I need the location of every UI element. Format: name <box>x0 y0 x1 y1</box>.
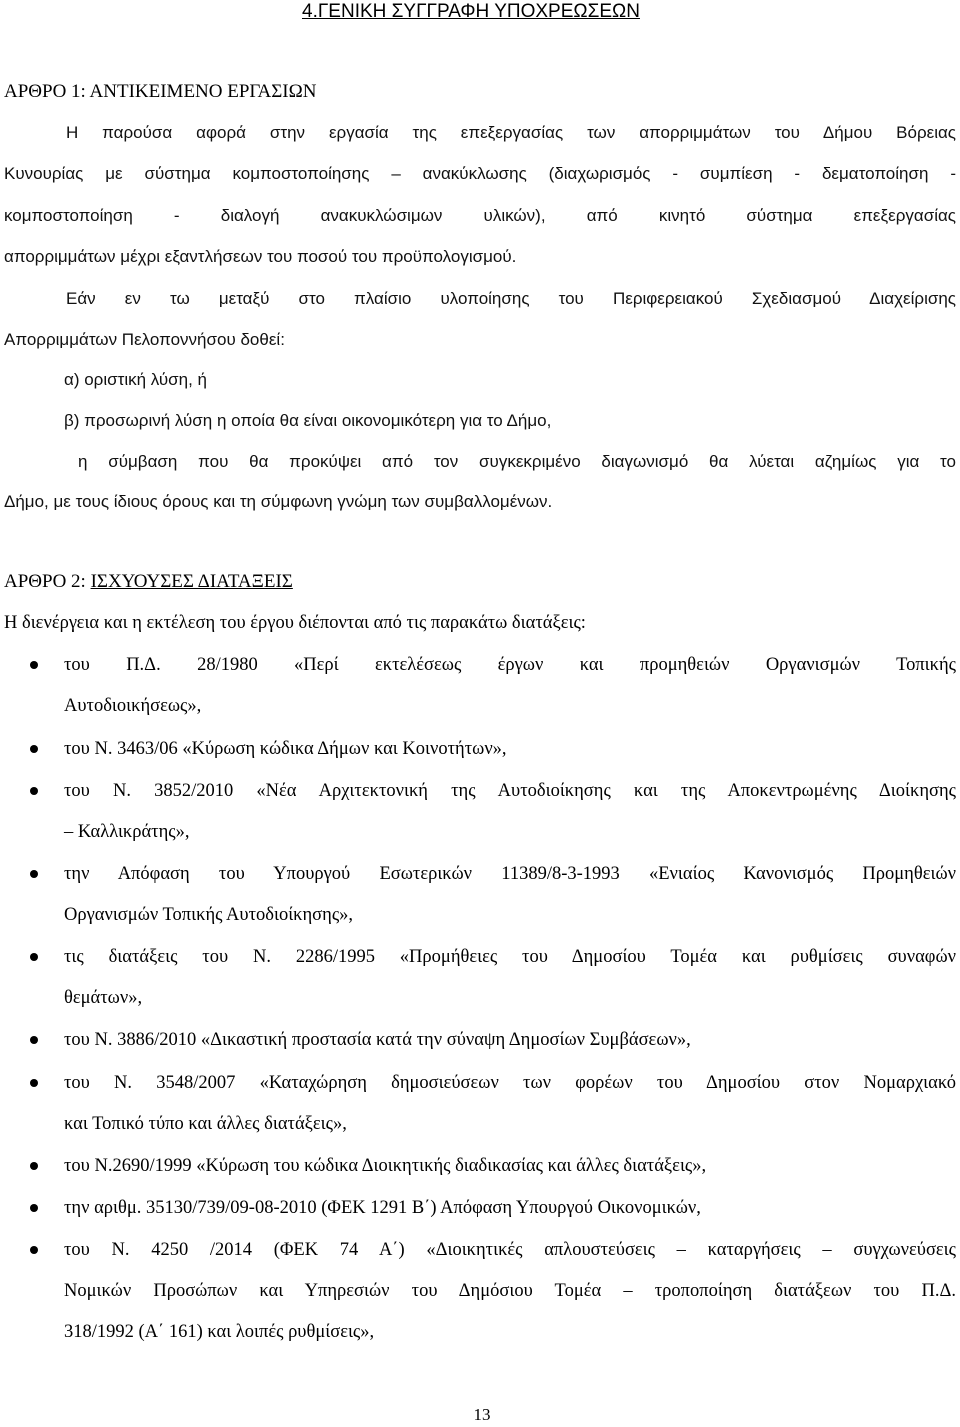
list-item-line: του Ν. 4250 /2014 (ΦΕΚ 74 Α΄) «Διοικητικές απλουστεύσεις – καταργήσεις – συγχωνεύσεις <box>64 1240 956 1260</box>
article-1-line: κομποστοποίηση - διαλογή ανακυκλώσιμων υλικών), από κινητό σύστημα επεξεργασίας <box>4 206 956 225</box>
list-item-line: του Ν. 3852/2010 «Νέα Αρχιτεκτονική της Αυτοδιοίκησης και της Αποκεντρωμένης Διοίκησης <box>64 781 956 801</box>
article-1-line: Η παρούσα αφορά στην εργασία της επεξεργασίας των απορριμμάτων του Δήμου Βόρειας <box>66 123 956 142</box>
bullet-icon <box>30 870 38 878</box>
bullet-icon <box>30 1246 38 1254</box>
bullet-icon <box>30 787 38 795</box>
article-2-heading-prefix: ΑΡΘΡΟ 2: <box>4 571 91 592</box>
list-item-line: Νομικών Προσώπων και Υπηρεσιών του Δημόσιου Τομέα – τροποποίηση διατάξεων του Π.Δ. <box>64 1281 956 1301</box>
article-1-line: Κυνουρίας με σύστημα κομποστοποίησης – ανακύκλωσης (διαχωρισμός - συμπίεση - δεματοποίηση - <box>4 164 956 183</box>
list-item-line: την αριθμ. 35130/739/09-08-2010 (ΦΕΚ 1291 Β΄) Απόφαση Υπουργού Οικονομικών, <box>64 1198 701 1218</box>
list-item-line: 318/1992 (Α΄ 161) και λοιπές ρυθμίσεις», <box>64 1322 375 1342</box>
list-item-line: Οργανισμών Τοπικής Αυτοδιοίκησης», <box>64 905 354 925</box>
bullet-icon <box>30 953 38 961</box>
article-1-heading: ΑΡΘΡΟ 1: ΑΝΤΙΚΕΙΜΕΝΟ ΕΡΓΑΣΙΩΝ <box>4 81 317 102</box>
list-item-line: και Τοπικό τύπο και άλλες διατάξεις», <box>64 1114 347 1134</box>
article-2-heading-title: ΙΣΧΥΟΥΣΕΣ ΔΙΑΤΑΞΕΙΣ <box>90 571 293 592</box>
list-item-line: – Καλλικράτης», <box>64 822 190 842</box>
list-item-line: του Π.Δ. 28/1980 «Περί εκτελέσεως έργων και προμηθειών Οργανισμών Τοπικής <box>64 655 956 675</box>
article-1-line: η σύμβαση που θα προκύψει από τον συγκεκριμένο διαγωνισμό θα λύεται αζημίως για το <box>78 452 956 471</box>
page-number: 13 <box>473 1405 491 1424</box>
section-title: 4.ΓΕΝΙΚΗ ΣΥΓΓΡΑΦΗ ΥΠΟΧΡΕΩΣΕΩΝ <box>302 1 640 22</box>
list-item-line: θεμάτων», <box>64 988 143 1008</box>
article-1-line: απορριμμάτων μέχρι εξαντλήσεων του ποσού του προϋπολογισμού. <box>4 247 517 266</box>
bullet-icon <box>30 1036 38 1044</box>
option-a: α) οριστική λύση, ή <box>64 370 208 389</box>
bullet-icon <box>30 1162 38 1170</box>
bullet-icon <box>30 1079 38 1087</box>
article-2-intro: Η διενέργεια και η εκτέλεση του έργου διέπονται από τις παρακάτω διατάξεις: <box>4 613 586 633</box>
list-item-line: τις διατάξεις του Ν. 2286/1995 «Προμήθειες του Δημοσίου Τομέα και ρυθμίσεις συναφών <box>64 947 956 967</box>
list-item-line: την Απόφαση του Υπουργού Εσωτερικών 11389/8-3-1993 «Ενιαίος Κανονισμός Προμηθειών <box>64 864 956 884</box>
bullet-icon <box>30 745 38 753</box>
list-item-line: του Ν.2690/1999 «Κύρωση του κώδικα Διοικητικής διαδικασίας και άλλες διατάξεις», <box>64 1156 707 1176</box>
bullet-icon <box>30 1204 38 1212</box>
article-2-heading <box>4 570 293 594</box>
article-1-line: Εάν εν τω μεταξύ στο πλαίσιο υλοποίησης του Περιφερειακού Σχεδιασμού Διαχείρισης <box>66 289 956 308</box>
option-b: β) προσωρινή λύση η οποία θα είναι οικονομικότερη για το Δήμο, <box>64 411 552 430</box>
article-1-line: Απορριμμάτων Πελοποννήσου δοθεί: <box>4 330 285 349</box>
list-item-line: του Ν. 3463/06 «Κύρωση κώδικα Δήμων και Κοινοτήτων», <box>64 739 507 759</box>
list-item-line: Αυτοδιοικήσεως», <box>64 696 202 716</box>
bullet-icon <box>30 661 38 669</box>
list-item-line: του Ν. 3548/2007 «Καταχώρηση δημοσιεύσεων των φορέων του Δημοσίου στον Νομαρχιακό <box>64 1073 956 1093</box>
list-item-line: του Ν. 3886/2010 «Δικαστική προστασία κατά την σύναψη Δημοσίων Συμβάσεων», <box>64 1030 691 1050</box>
article-1-line: Δήμο, με τους ίδιους όρους και τη σύμφωνη γνώμη των συμβαλλομένων. <box>4 492 553 511</box>
